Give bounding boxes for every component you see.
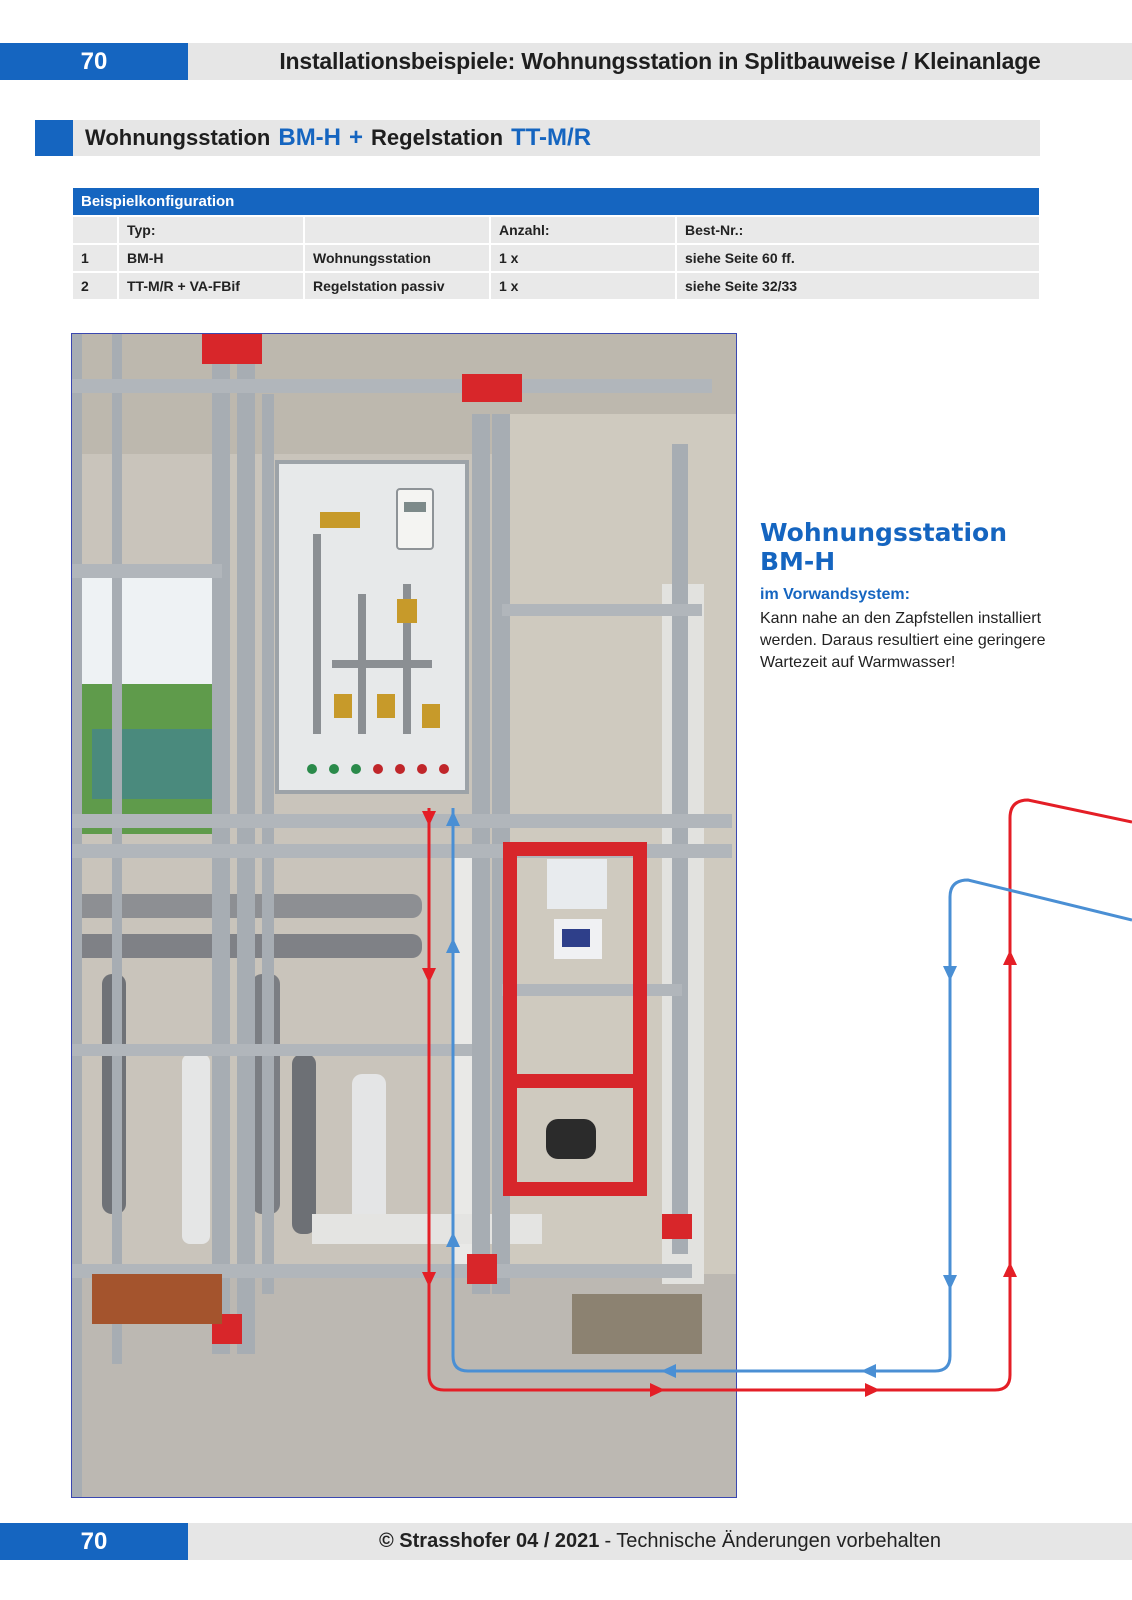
section-product-2: TT-M/R [511,124,592,151]
table-cell: Wohnungsstation [303,245,489,271]
return-arrow-down-mid [943,966,957,981]
footer-page-number: 70 [0,1523,188,1560]
table-cell: 1 [73,245,117,271]
return-arrow-left-1 [661,1364,676,1378]
supply-arrow-right-1 [650,1383,665,1397]
table-cell: 1 x [489,273,675,299]
table-header-cell: Typ: [117,217,303,243]
table-header-cell: Anzahl: [489,217,675,243]
table-cell: TT-M/R + VA-FBif [117,273,303,299]
return-arrow-left-2 [861,1364,876,1378]
side-subtitle: im Vorwandsystem: [760,586,910,603]
footer-copyright: © Strasshofer 04 / 2021 [379,1530,600,1552]
table-cell: siehe Seite 32/33 [675,273,1039,299]
header-page-number: 70 [0,43,188,80]
table-cell: Regelstation passiv [303,273,489,299]
supply-arrow-down-mid [422,968,436,983]
table-cell: 1 x [489,245,675,271]
return-arrow-up-mid [446,938,460,953]
supply-arrow-up-mid [1003,950,1017,965]
supply-arrow-right-2 [865,1383,880,1397]
return-arrow-down-low [943,1275,957,1290]
supply-arrow-up-low [1003,1262,1017,1277]
table-cell: siehe Seite 60 ff. [675,245,1039,271]
config-table-title: Beispielkonfiguration [73,188,1039,215]
footer [188,1523,1132,1560]
return-arrow-up-top [446,811,460,826]
supply-arrow-down-top [422,811,436,826]
side-title-line-2: BM-H [760,547,836,576]
footer-note: - Technische Änderungen vorbehalten [604,1530,941,1552]
return-line [453,808,1132,1371]
section-label-1: Wohnungsstation [85,125,271,150]
section-label-2: Regelstation [371,125,504,150]
return-arrow-up-low [446,1232,460,1247]
supply-arrow-down-low [422,1272,436,1287]
table-header-cell: Best-Nr.: [675,217,1039,243]
supply-line [429,800,1132,1390]
table-cell: 2 [73,273,117,299]
header-title: Installationsbeispiele: Wohnungsstation in Splitbauweise / Kleinanlage [188,43,1132,80]
section-plus: + [349,124,364,151]
section-product-1: BM-H [278,124,342,151]
table-cell: BM-H [117,245,303,271]
side-body-text: Kann nahe an den Zapfstellen installiert werden. Daraus resultiert eine geringere Wartezeit auf Warmwasser! [760,610,1046,671]
side-title-line-1: Wohnungsstation [760,518,1008,547]
